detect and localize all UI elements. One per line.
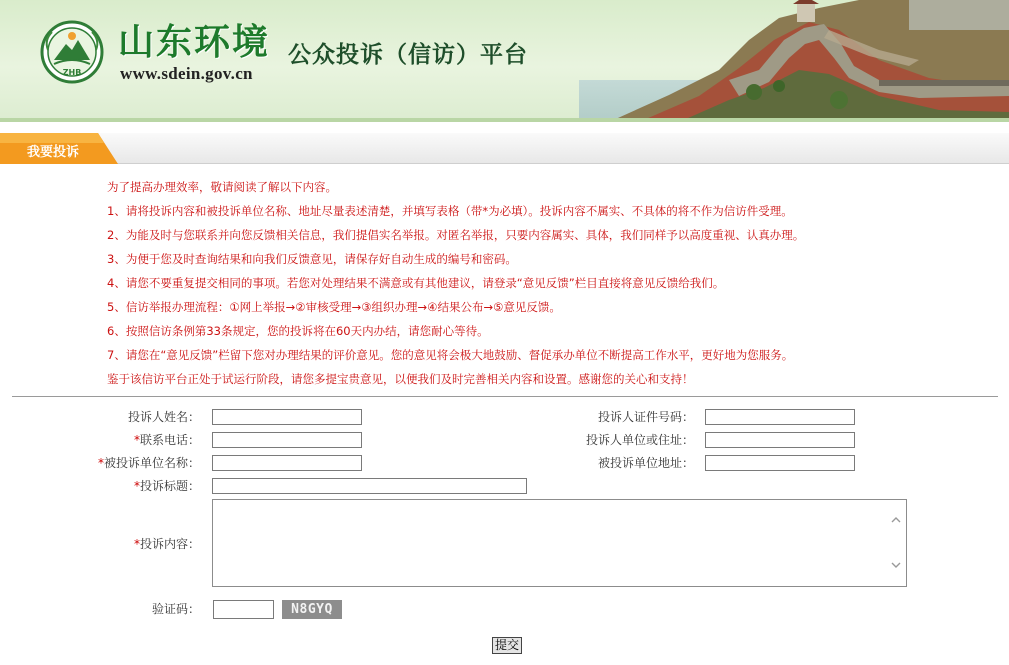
tab-bar (0, 133, 1009, 164)
captcha-label (96, 601, 200, 617)
banner-divider (0, 118, 1009, 122)
notice-section (107, 180, 987, 396)
title-label (96, 478, 200, 494)
name-input[interactable] (212, 409, 362, 425)
required-mark: * (133, 479, 140, 493)
id-label (560, 409, 694, 425)
captcha-input[interactable] (213, 600, 274, 619)
great-wall-landscape-image (579, 0, 1009, 122)
notice-item-2: 2、为能及时与您联系并向您反馈相关信息，我们提倡实名举报。对匿名举报，只要内容属实、具体，我们同样予以高度重视、认真办理。 (107, 228, 805, 242)
brand-url: www.sdein.gov.cn (120, 64, 253, 83)
required-mark: * (133, 433, 140, 447)
name-label (96, 409, 200, 425)
org-label-text: 投诉人单位或住址： (585, 433, 694, 447)
submit-button[interactable]: 提交 (492, 637, 522, 654)
id-label-text: 投诉人证件号码： (597, 410, 694, 424)
captcha-image[interactable]: N8GYQ (282, 600, 342, 619)
notice-item-7: 7、请您在“意见反馈”栏留下您对办理结果的评价意见。您的意见将会极大地鼓励、督促承办单位不断提高工作水平，更好地为您服务。 (107, 348, 794, 362)
notice-item-6: 6、按照信访条例第33条规定，您的投诉将在60天内办结，请您耐心等待。 (107, 324, 489, 338)
logo-text: ZHB (62, 68, 82, 77)
tab-complaint[interactable] (0, 133, 118, 164)
id-number-input[interactable] (705, 409, 855, 425)
section-divider (12, 396, 998, 397)
brand-name: 山东环境 (118, 21, 271, 63)
target-address-label (560, 455, 694, 471)
target-name-input[interactable] (212, 455, 362, 471)
target-name-label (90, 455, 200, 471)
zhb-logo (40, 20, 104, 84)
name-label-text: 投诉人姓名： (127, 410, 200, 424)
content-label-text: 投诉内容： (139, 537, 200, 551)
scroll-up-icon[interactable] (891, 515, 901, 525)
captcha-label-text: 验证码： (151, 602, 200, 616)
content-label (96, 536, 200, 552)
org-address-input[interactable] (705, 432, 855, 448)
phone-label-text: 联系电话： (139, 433, 200, 447)
tab-complaint-label: 我要投诉 (27, 145, 80, 160)
target-address-label-text: 被投诉单位地址： (597, 456, 694, 470)
notice-intro: 为了提高办理效率，敬请阅读了解以下内容。 (107, 180, 337, 194)
notice-item-4: 4、请您不要重复提交相同的事项。若您对处理结果不满意或有其他建议，请登录“意见反馈”栏目直接将意见反馈给我们。 (107, 276, 725, 290)
target-name-label-text: 被投诉单位名称： (103, 456, 200, 470)
title-input[interactable] (212, 478, 527, 494)
required-mark: * (133, 537, 140, 551)
notice-item-5: 5、信访举报办理流程：①网上举报→②审核受理→③组织办理→④结果公布→⑤意见反馈。 (107, 300, 561, 314)
phone-label (96, 432, 200, 448)
org-label (560, 432, 694, 448)
title-label-text: 投诉标题： (139, 479, 200, 493)
target-address-input[interactable] (705, 455, 855, 471)
required-mark: * (97, 456, 104, 470)
phone-input[interactable] (212, 432, 362, 448)
header-banner (0, 0, 1009, 122)
scroll-down-icon[interactable] (891, 560, 901, 570)
content-textarea[interactable] (212, 499, 907, 587)
notice-item-1: 1、请将投诉内容和被投诉单位名称、地址尽量表述清楚，并填写表格（带*为必填）。投诉内容不属实、不具体的将不作为信访件受理。 (107, 204, 793, 218)
notice-item-3: 3、为便于您及时查询结果和向我们反馈意见，请保存好自动生成的编号和密码。 (107, 252, 517, 266)
platform-name: 公众投诉（信访）平台 (288, 42, 528, 68)
notice-closing: 鉴于该信访平台正处于试运行阶段，请您多提宝贵意见，以便我们及时完善相关内容和设置。感谢您的关心和支持！ (107, 372, 694, 386)
